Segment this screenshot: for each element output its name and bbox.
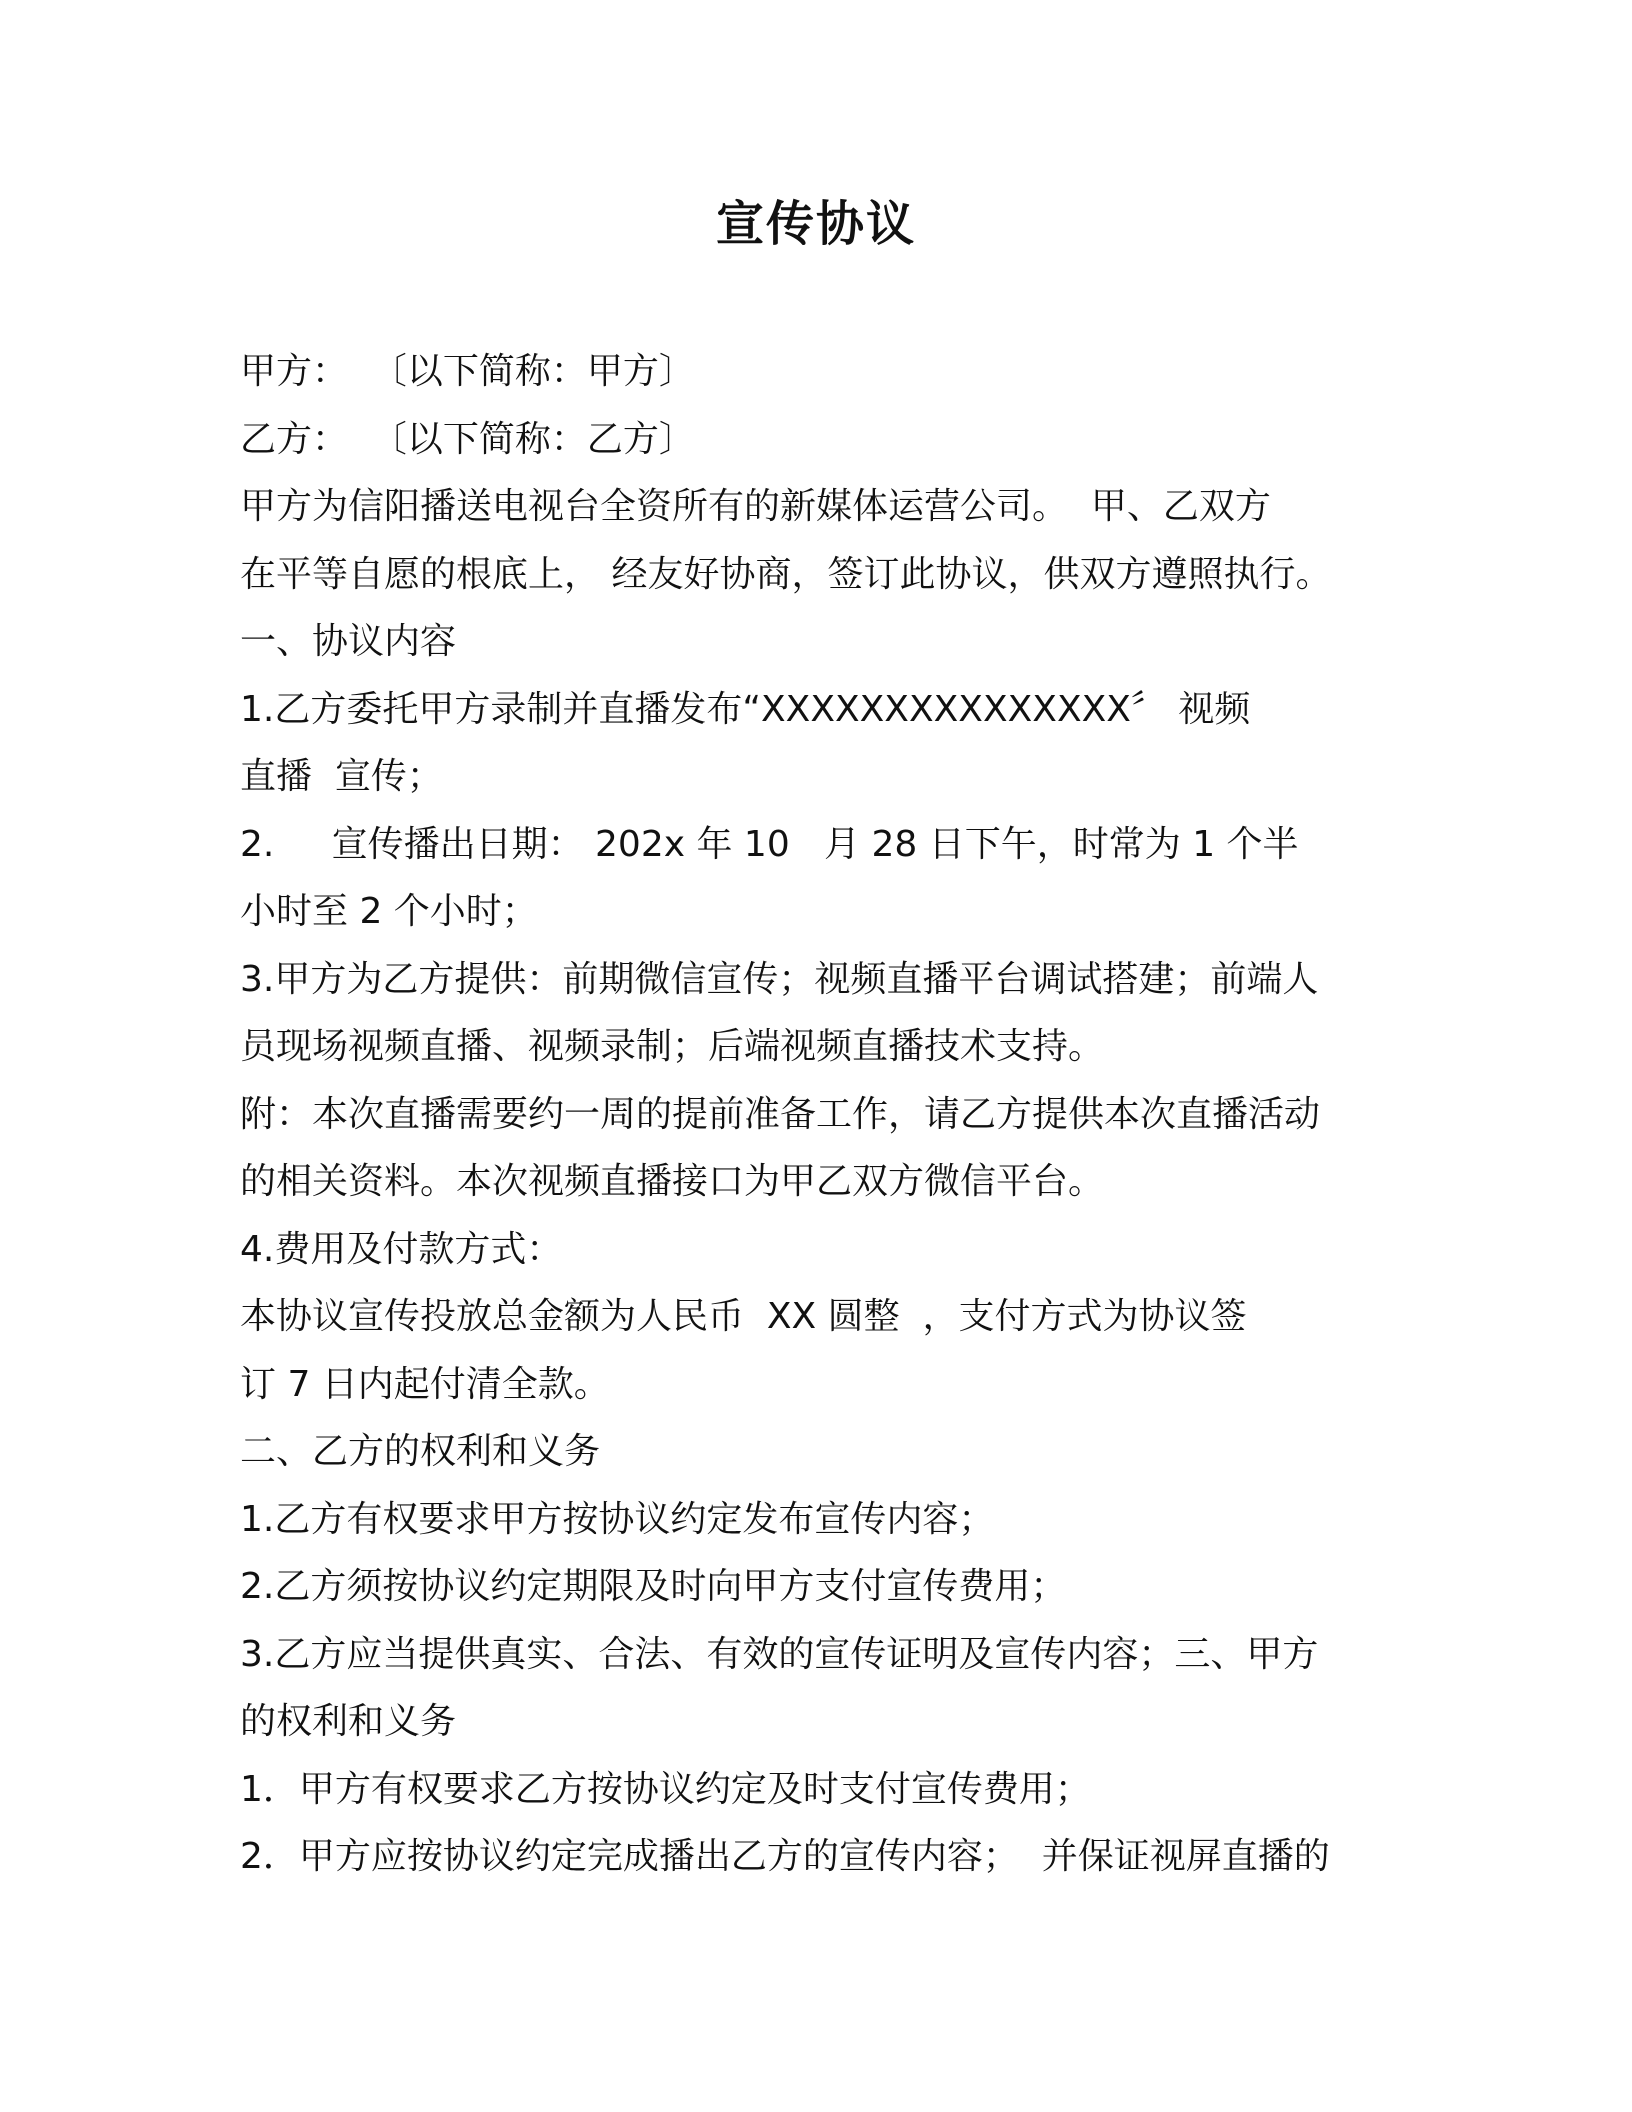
- party-a-line: 甲方： 〔以下简称：甲方〕: [240, 351, 695, 392]
- clause-line: 1．甲方有权要求乙方按协议约定及时支付宣传费用；: [240, 1768, 1091, 1810]
- section-heading: 的权利和义务: [240, 1701, 457, 1742]
- clause-line: 小时至 2 个小时；: [240, 891, 538, 932]
- note-line: 附：本次直播需要约一周的提前准备工作，请乙方提供本次直播活动: [240, 1093, 1321, 1135]
- document-body: [240, 338, 1380, 1891]
- intro-line: 在平等自愿的根底上， 经友好协商，签订此协议，供双方遵照执行。: [240, 553, 1332, 595]
- clause-line: 3.乙方应当提供真实、合法、有效的宣传证明及宣传内容；三、甲方: [240, 1633, 1319, 1675]
- section-heading: 二、乙方的权利和义务: [240, 1431, 601, 1472]
- clause-line: 1.乙方委托甲方录制并直播发布“XXXXXXXXXXXXXXX〞 视频: [240, 688, 1251, 730]
- clause-line: 本协议宣传投放总金额为人民币 XX 圆整 ，支付方式为协议签: [240, 1296, 1247, 1337]
- party-b-line: 乙方： 〔以下简称：乙方〕: [240, 418, 695, 460]
- clause-line: 2．甲方应按协议约定完成播出乙方的宣传内容； 并保证视屏直播的: [240, 1836, 1330, 1877]
- clause-line: 2.乙方须按协议约定期限及时向甲方支付宣传费用；: [240, 1566, 1067, 1607]
- intro-line: 甲方为信阳播送电视台全资所有的新媒体运营公司。 甲、乙双方: [240, 486, 1271, 527]
- note-line: 的相关资料。本次视频直播接口为甲乙双方微信平台。: [240, 1161, 1105, 1202]
- clause-line: 2. 宣传播出日期： 202x 年 10 月 28 日下午，时常为 1 个半: [240, 823, 1299, 865]
- clause-line: 直播 宣传；: [240, 756, 443, 797]
- clause-line: 1.乙方有权要求甲方按协议约定发布宣传内容；: [240, 1498, 995, 1540]
- clause-line: 员现场视频直播、视频录制；后端视频直播技术支持。: [240, 1026, 1105, 1067]
- document-title: 宣传协议: [715, 196, 916, 252]
- section-heading: 一、协议内容: [240, 621, 457, 662]
- clause-line: 4.费用及付款方式：: [240, 1228, 563, 1270]
- clause-line: 3.甲方为乙方提供：前期微信宣传；视频直播平台调试搭建；前端人: [240, 958, 1319, 1000]
- clause-line: 订 7 日内起付清全款。: [240, 1363, 610, 1405]
